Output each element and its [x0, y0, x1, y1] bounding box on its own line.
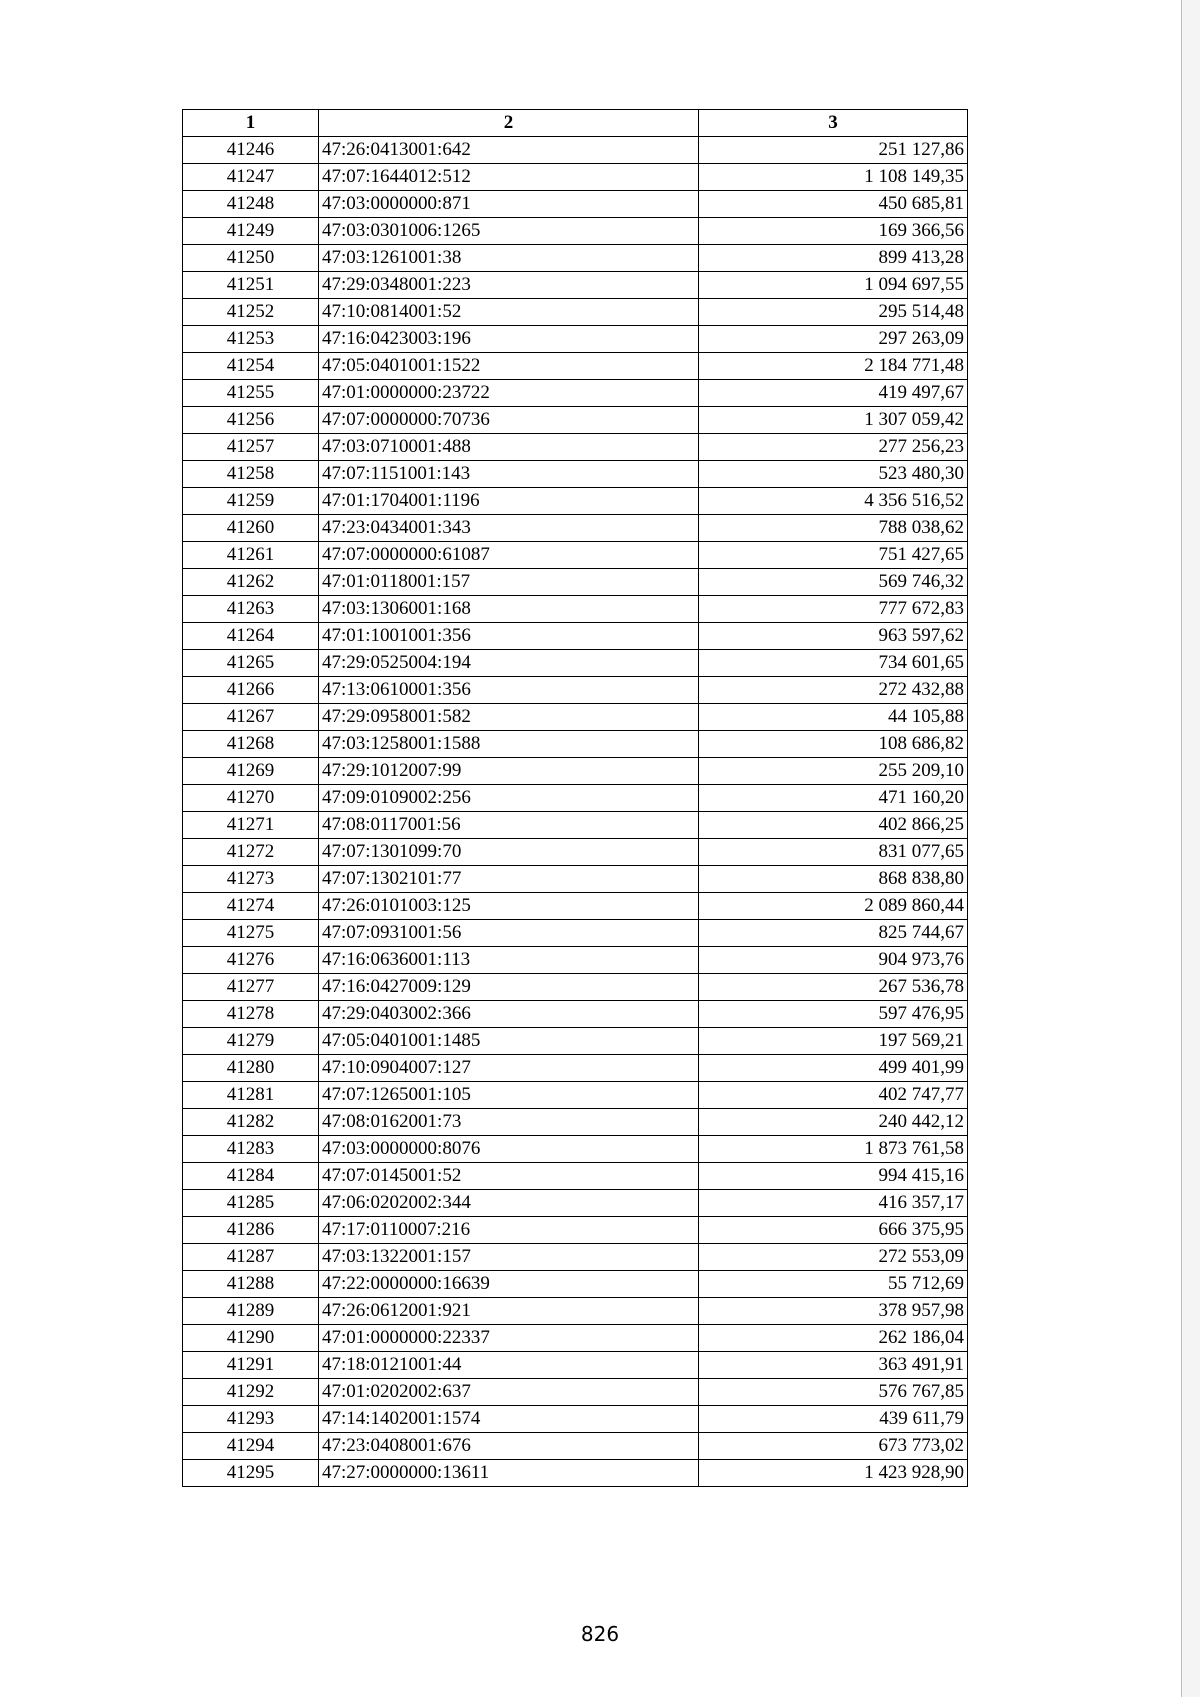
- table-row: [183, 1244, 968, 1271]
- table-row: [183, 1028, 968, 1055]
- value-cell: 4 356 516,52: [699, 488, 968, 515]
- cadastral-number-cell: 47:22:0000000:16639: [319, 1271, 699, 1298]
- value-cell: 1 108 149,35: [699, 164, 968, 191]
- row-number-cell: 41247: [183, 164, 319, 191]
- table-row: [183, 191, 968, 218]
- value-cell: 831 077,65: [699, 839, 968, 866]
- table-row: [183, 812, 968, 839]
- row-number-cell: 41274: [183, 893, 319, 920]
- value-cell: 169 366,56: [699, 218, 968, 245]
- cadastral-number-cell: 47:29:0525004:194: [319, 650, 699, 677]
- row-number-cell: 41252: [183, 299, 319, 326]
- cadastral-number-cell: 47:01:0202002:637: [319, 1379, 699, 1406]
- table-row: [183, 1136, 968, 1163]
- value-cell: 868 838,80: [699, 866, 968, 893]
- value-cell: 450 685,81: [699, 191, 968, 218]
- cadastral-number-cell: 47:07:0931001:56: [319, 920, 699, 947]
- table-row: [183, 461, 968, 488]
- value-cell: 240 442,12: [699, 1109, 968, 1136]
- value-cell: 363 491,91: [699, 1352, 968, 1379]
- value-cell: 272 432,88: [699, 677, 968, 704]
- value-cell: 523 480,30: [699, 461, 968, 488]
- row-number-cell: 41288: [183, 1271, 319, 1298]
- value-cell: 994 415,16: [699, 1163, 968, 1190]
- cadastral-number-cell: 47:17:0110007:216: [319, 1217, 699, 1244]
- row-number-cell: 41276: [183, 947, 319, 974]
- table-row: [183, 218, 968, 245]
- row-number-cell: 41278: [183, 1001, 319, 1028]
- table-row: [183, 893, 968, 920]
- cadastral-number-cell: 47:03:1306001:168: [319, 596, 699, 623]
- value-cell: 402 866,25: [699, 812, 968, 839]
- cadastral-number-cell: 47:05:0401001:1522: [319, 353, 699, 380]
- table-row: [183, 1406, 968, 1433]
- value-cell: 55 712,69: [699, 1271, 968, 1298]
- cadastral-number-cell: 47:16:0423003:196: [319, 326, 699, 353]
- table-row: [183, 704, 968, 731]
- row-number-cell: 41254: [183, 353, 319, 380]
- value-cell: 44 105,88: [699, 704, 968, 731]
- table-row: [183, 1460, 968, 1487]
- cadastral-number-cell: 47:26:0101003:125: [319, 893, 699, 920]
- cadastral-number-cell: 47:07:1644012:512: [319, 164, 699, 191]
- header-row: [183, 110, 968, 137]
- value-cell: 788 038,62: [699, 515, 968, 542]
- value-cell: 1 094 697,55: [699, 272, 968, 299]
- row-number-cell: 41283: [183, 1136, 319, 1163]
- row-number-cell: 41268: [183, 731, 319, 758]
- row-number-cell: 41246: [183, 137, 319, 164]
- table-row: [183, 947, 968, 974]
- value-cell: 197 569,21: [699, 1028, 968, 1055]
- row-number-cell: 41261: [183, 542, 319, 569]
- table-row: [183, 758, 968, 785]
- value-cell: 2 184 771,48: [699, 353, 968, 380]
- cadastral-number-cell: 47:07:1301099:70: [319, 839, 699, 866]
- row-number-cell: 41275: [183, 920, 319, 947]
- cadastral-number-cell: 47:10:0814001:52: [319, 299, 699, 326]
- cadastral-number-cell: 47:29:1012007:99: [319, 758, 699, 785]
- value-cell: 416 357,17: [699, 1190, 968, 1217]
- page-number: 826: [580, 1622, 620, 1646]
- cadastral-number-cell: 47:03:1261001:38: [319, 245, 699, 272]
- value-cell: 899 413,28: [699, 245, 968, 272]
- value-cell: 2 089 860,44: [699, 893, 968, 920]
- value-cell: 471 160,20: [699, 785, 968, 812]
- row-number-cell: 41248: [183, 191, 319, 218]
- row-number-cell: 41273: [183, 866, 319, 893]
- value-cell: 777 672,83: [699, 596, 968, 623]
- table-row: [183, 245, 968, 272]
- cadastral-number-cell: 47:29:0958001:582: [319, 704, 699, 731]
- row-number-cell: 41295: [183, 1460, 319, 1487]
- table-row: [183, 272, 968, 299]
- cadastral-number-cell: 47:14:1402001:1574: [319, 1406, 699, 1433]
- header-cell-3: 3: [699, 110, 968, 137]
- cadastral-number-cell: 47:06:0202002:344: [319, 1190, 699, 1217]
- row-number-cell: 41253: [183, 326, 319, 353]
- value-cell: 963 597,62: [699, 623, 968, 650]
- table-row: [183, 326, 968, 353]
- cadastral-number-cell: 47:07:0145001:52: [319, 1163, 699, 1190]
- table-row: [183, 1352, 968, 1379]
- row-number-cell: 41284: [183, 1163, 319, 1190]
- table-row: [183, 1379, 968, 1406]
- cadastral-number-cell: 47:03:0000000:8076: [319, 1136, 699, 1163]
- row-number-cell: 41289: [183, 1298, 319, 1325]
- header-cell-1: 1: [183, 110, 319, 137]
- cadastral-number-cell: 47:26:0413001:642: [319, 137, 699, 164]
- table-row: [183, 1325, 968, 1352]
- row-number-cell: 41263: [183, 596, 319, 623]
- cadastral-number-cell: 47:13:0610001:356: [319, 677, 699, 704]
- row-number-cell: 41292: [183, 1379, 319, 1406]
- row-number-cell: 41257: [183, 434, 319, 461]
- value-cell: 108 686,82: [699, 731, 968, 758]
- value-cell: 597 476,95: [699, 1001, 968, 1028]
- cadastral-number-cell: 47:29:0348001:223: [319, 272, 699, 299]
- cadastral-number-cell: 47:01:0000000:22337: [319, 1325, 699, 1352]
- value-cell: 569 746,32: [699, 569, 968, 596]
- row-number-cell: 41250: [183, 245, 319, 272]
- cadastral-number-cell: 47:09:0109002:256: [319, 785, 699, 812]
- value-cell: 499 401,99: [699, 1055, 968, 1082]
- cadastral-number-cell: 47:03:1322001:157: [319, 1244, 699, 1271]
- cadastral-number-cell: 47:23:0434001:343: [319, 515, 699, 542]
- row-number-cell: 41271: [183, 812, 319, 839]
- value-cell: 419 497,67: [699, 380, 968, 407]
- table-row: [183, 515, 968, 542]
- row-number-cell: 41258: [183, 461, 319, 488]
- cadastral-number-cell: 47:01:1001001:356: [319, 623, 699, 650]
- page-edge: [1181, 0, 1200, 1697]
- row-number-cell: 41264: [183, 623, 319, 650]
- value-cell: 1 873 761,58: [699, 1136, 968, 1163]
- cadastral-number-cell: 47:10:0904007:127: [319, 1055, 699, 1082]
- cadastral-number-cell: 47:27:0000000:13611: [319, 1460, 699, 1487]
- value-cell: 267 536,78: [699, 974, 968, 1001]
- table-row: [183, 1001, 968, 1028]
- row-number-cell: 41290: [183, 1325, 319, 1352]
- cadastral-number-cell: 47:07:1302101:77: [319, 866, 699, 893]
- cadastral-number-cell: 47:03:0710001:488: [319, 434, 699, 461]
- row-number-cell: 41251: [183, 272, 319, 299]
- value-cell: 297 263,09: [699, 326, 968, 353]
- value-cell: 277 256,23: [699, 434, 968, 461]
- row-number-cell: 41270: [183, 785, 319, 812]
- table-row: [183, 596, 968, 623]
- table-row: [183, 974, 968, 1001]
- cadastral-number-cell: 47:08:0117001:56: [319, 812, 699, 839]
- row-number-cell: 41285: [183, 1190, 319, 1217]
- table-row: [183, 353, 968, 380]
- value-cell: 825 744,67: [699, 920, 968, 947]
- row-number-cell: 41294: [183, 1433, 319, 1460]
- cadastral-number-cell: 47:07:1265001:105: [319, 1082, 699, 1109]
- row-number-cell: 41287: [183, 1244, 319, 1271]
- value-cell: 295 514,48: [699, 299, 968, 326]
- table-row: [183, 785, 968, 812]
- value-cell: 751 427,65: [699, 542, 968, 569]
- value-cell: 1 307 059,42: [699, 407, 968, 434]
- value-cell: 255 209,10: [699, 758, 968, 785]
- row-number-cell: 41256: [183, 407, 319, 434]
- row-number-cell: 41279: [183, 1028, 319, 1055]
- header-cell-2: 2: [319, 110, 699, 137]
- value-cell: 734 601,65: [699, 650, 968, 677]
- value-cell: 402 747,77: [699, 1082, 968, 1109]
- data-table: [182, 109, 968, 1487]
- row-number-cell: 41282: [183, 1109, 319, 1136]
- table-row: [183, 1109, 968, 1136]
- cadastral-number-cell: 47:16:0427009:129: [319, 974, 699, 1001]
- row-number-cell: 41269: [183, 758, 319, 785]
- table-row: [183, 542, 968, 569]
- cadastral-number-cell: 47:05:0401001:1485: [319, 1028, 699, 1055]
- table-row: [183, 731, 968, 758]
- row-number-cell: 41255: [183, 380, 319, 407]
- table-row: [183, 866, 968, 893]
- value-cell: 251 127,86: [699, 137, 968, 164]
- table-row: [183, 1082, 968, 1109]
- row-number-cell: 41277: [183, 974, 319, 1001]
- row-number-cell: 41267: [183, 704, 319, 731]
- cadastral-number-cell: 47:18:0121001:44: [319, 1352, 699, 1379]
- table-row: [183, 1433, 968, 1460]
- cadastral-number-cell: 47:29:0403002:366: [319, 1001, 699, 1028]
- row-number-cell: 41291: [183, 1352, 319, 1379]
- cadastral-number-cell: 47:23:0408001:676: [319, 1433, 699, 1460]
- table-row: [183, 164, 968, 191]
- value-cell: 666 375,95: [699, 1217, 968, 1244]
- table-row: [183, 407, 968, 434]
- table-row: [183, 839, 968, 866]
- cadastral-number-cell: 47:01:1704001:1196: [319, 488, 699, 515]
- value-cell: 272 553,09: [699, 1244, 968, 1271]
- cadastral-number-cell: 47:16:0636001:113: [319, 947, 699, 974]
- row-number-cell: 41286: [183, 1217, 319, 1244]
- table-row: [183, 650, 968, 677]
- table-row: [183, 380, 968, 407]
- value-cell: 1 423 928,90: [699, 1460, 968, 1487]
- row-number-cell: 41293: [183, 1406, 319, 1433]
- table-row: [183, 1298, 968, 1325]
- cadastral-number-cell: 47:07:0000000:70736: [319, 407, 699, 434]
- cadastral-number-cell: 47:01:0118001:157: [319, 569, 699, 596]
- table-row: [183, 434, 968, 461]
- cadastral-number-cell: 47:08:0162001:73: [319, 1109, 699, 1136]
- value-cell: 378 957,98: [699, 1298, 968, 1325]
- cadastral-number-cell: 47:03:0301006:1265: [319, 218, 699, 245]
- value-cell: 439 611,79: [699, 1406, 968, 1433]
- table-row: [183, 1055, 968, 1082]
- value-cell: 673 773,02: [699, 1433, 968, 1460]
- table-row: [183, 623, 968, 650]
- table-row: [183, 920, 968, 947]
- cadastral-number-cell: 47:01:0000000:23722: [319, 380, 699, 407]
- cadastral-number-cell: 47:03:1258001:1588: [319, 731, 699, 758]
- table-row: [183, 488, 968, 515]
- table-row: [183, 1271, 968, 1298]
- value-cell: 262 186,04: [699, 1325, 968, 1352]
- table-row: [183, 569, 968, 596]
- row-number-cell: 41260: [183, 515, 319, 542]
- table-row: [183, 1163, 968, 1190]
- table-body: [183, 137, 968, 1487]
- cadastral-number-cell: 47:07:1151001:143: [319, 461, 699, 488]
- row-number-cell: 41281: [183, 1082, 319, 1109]
- table-row: [183, 1217, 968, 1244]
- table-row: [183, 299, 968, 326]
- table-row: [183, 1190, 968, 1217]
- cadastral-number-cell: 47:03:0000000:871: [319, 191, 699, 218]
- row-number-cell: 41259: [183, 488, 319, 515]
- row-number-cell: 41280: [183, 1055, 319, 1082]
- cadastral-number-cell: 47:07:0000000:61087: [319, 542, 699, 569]
- table-row: [183, 137, 968, 164]
- row-number-cell: 41265: [183, 650, 319, 677]
- row-number-cell: 41272: [183, 839, 319, 866]
- table-row: [183, 677, 968, 704]
- row-number-cell: 41249: [183, 218, 319, 245]
- value-cell: 576 767,85: [699, 1379, 968, 1406]
- value-cell: 904 973,76: [699, 947, 968, 974]
- row-number-cell: 41266: [183, 677, 319, 704]
- cadastral-number-cell: 47:26:0612001:921: [319, 1298, 699, 1325]
- row-number-cell: 41262: [183, 569, 319, 596]
